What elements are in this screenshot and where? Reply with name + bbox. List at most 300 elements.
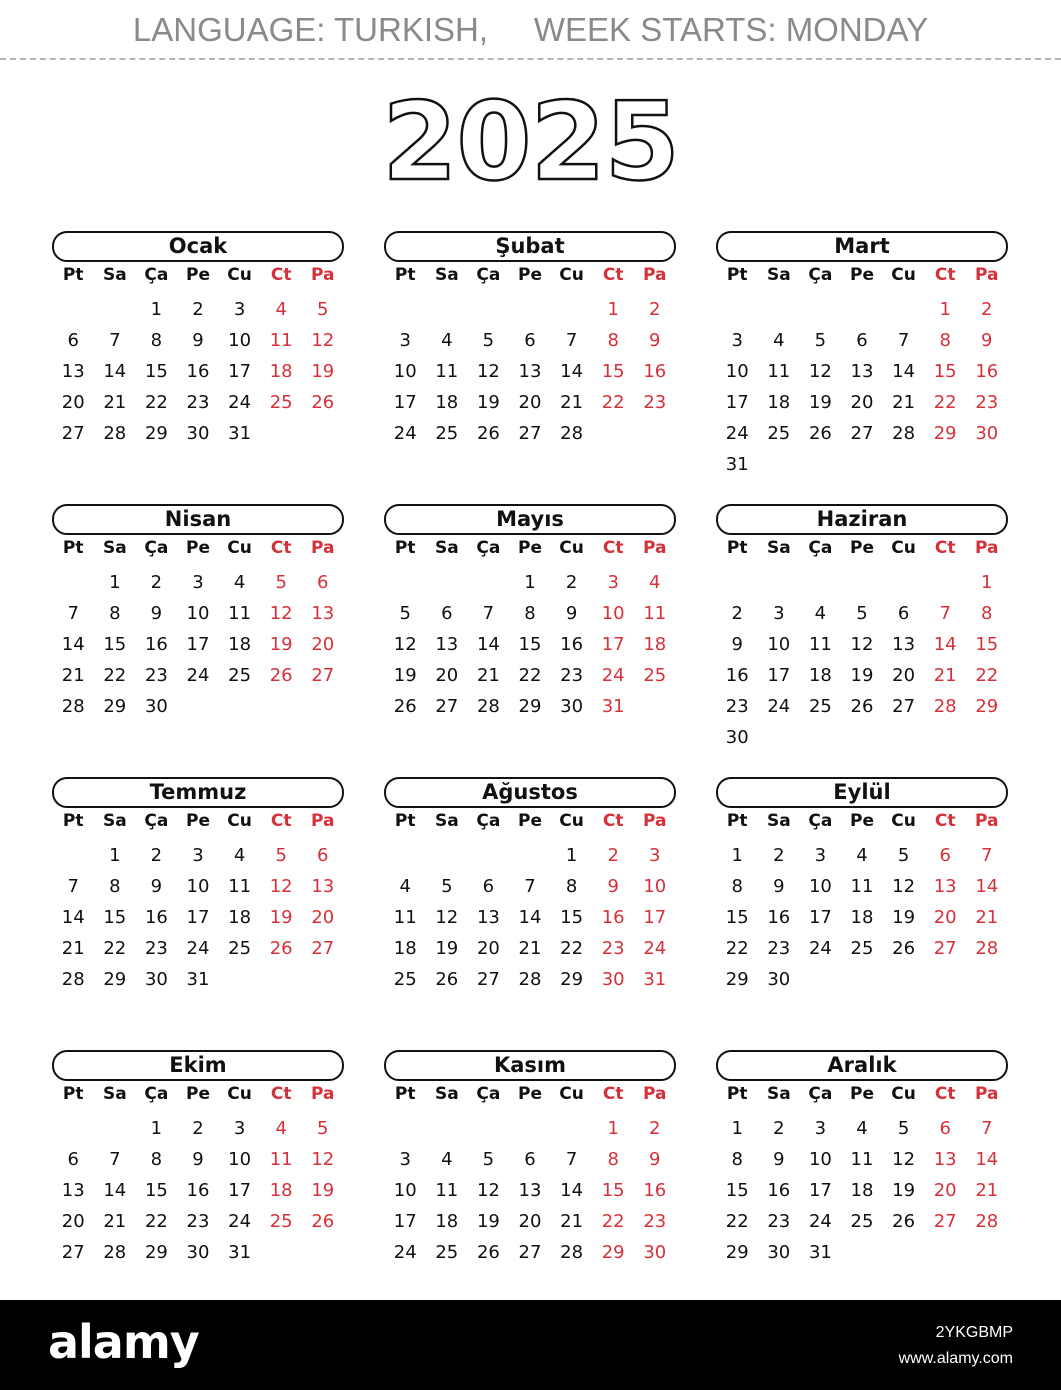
- day-cell: 23: [643, 1211, 667, 1232]
- day-cell: 23: [725, 696, 749, 717]
- day-cell: 9: [150, 876, 163, 897]
- day-cell: 10: [725, 361, 749, 382]
- day-cell: 27: [61, 423, 85, 444]
- weekday-header: Ça: [808, 265, 833, 285]
- day-cell: 18: [808, 665, 832, 686]
- day-cell: 25: [767, 423, 791, 444]
- day-cell: 14: [61, 634, 85, 655]
- day-cell: 20: [933, 907, 957, 928]
- day-cell: 18: [435, 1211, 459, 1232]
- weekday-header: Sa: [102, 811, 127, 831]
- weekday-header: Ça: [144, 538, 169, 558]
- day-cell: 17: [228, 361, 252, 382]
- day-cell: 4: [814, 603, 827, 624]
- day-cell: 17: [725, 392, 749, 413]
- day-cell: 18: [269, 361, 293, 382]
- day-cell: 18: [850, 1180, 874, 1201]
- day-cell: 1: [981, 572, 993, 593]
- day-cell: 2: [565, 572, 578, 593]
- day-cell: 13: [892, 634, 916, 655]
- day-cell: 5: [275, 845, 287, 866]
- month-grid: [384, 263, 676, 449]
- day-cell: 10: [228, 1149, 252, 1170]
- day-cell: 5: [482, 1149, 495, 1170]
- day-cell: 25: [269, 1211, 293, 1232]
- empty-cell: [52, 1113, 94, 1144]
- weekday-header: Ct: [270, 538, 292, 558]
- weekday-header: Pe: [518, 1084, 542, 1104]
- day-cell: 22: [725, 938, 749, 959]
- day-cell: 22: [601, 392, 625, 413]
- empty-cell: [924, 567, 966, 598]
- weekday-header: Pa: [643, 538, 667, 558]
- day-cell: 13: [61, 1180, 85, 1201]
- day-cell: 6: [524, 1149, 536, 1170]
- weekday-header: Ça: [808, 1084, 833, 1104]
- weekday-header: Pa: [975, 811, 999, 831]
- day-cell: 16: [643, 1180, 667, 1201]
- day-cell: 18: [850, 907, 874, 928]
- day-cell: 15: [725, 907, 749, 928]
- day-cell: 2: [773, 1118, 785, 1139]
- day-cell: 3: [607, 572, 619, 593]
- day-cell: 12: [808, 361, 832, 382]
- month-block: [52, 231, 344, 481]
- day-cell: 28: [103, 1242, 127, 1263]
- day-cell: 17: [393, 392, 417, 413]
- month-block: [384, 777, 676, 1027]
- weekday-header: Pa: [311, 538, 335, 558]
- day-cell: 22: [103, 665, 127, 686]
- day-cell: 29: [601, 1242, 625, 1263]
- empty-cell: [384, 567, 426, 598]
- day-cell: 31: [601, 696, 625, 717]
- day-cell: 14: [560, 361, 584, 382]
- weekday-header: Sa: [434, 811, 459, 831]
- day-cell: 22: [144, 392, 168, 413]
- weekday-header: Sa: [766, 1084, 791, 1104]
- weekday-header: Pa: [643, 265, 667, 285]
- day-cell: 26: [808, 423, 832, 444]
- day-cell: 4: [441, 1149, 453, 1170]
- day-cell: 6: [317, 572, 329, 593]
- day-cell: 13: [518, 361, 542, 382]
- day-cell: 4: [856, 1118, 868, 1139]
- year-title: 2025: [382, 80, 679, 205]
- day-cell: 5: [275, 572, 287, 593]
- weekday-header: Pe: [186, 538, 210, 558]
- day-cell: 11: [850, 1149, 874, 1170]
- weekday-header: Cu: [559, 811, 584, 831]
- month-title: Mayıs: [384, 504, 676, 535]
- day-cell: 4: [275, 1118, 287, 1139]
- day-cell: 15: [518, 634, 542, 655]
- day-cell: 5: [441, 876, 453, 897]
- weekday-header: Cu: [891, 1084, 916, 1104]
- day-cell: 30: [601, 969, 625, 990]
- day-cell: 8: [939, 330, 951, 351]
- empty-cell: [468, 567, 510, 598]
- day-cell: 22: [144, 1211, 168, 1232]
- day-cell: 11: [393, 907, 417, 928]
- day-cell: 3: [192, 845, 204, 866]
- empty-cell: [426, 294, 468, 325]
- day-cell: 19: [311, 361, 335, 382]
- day-cell: 30: [643, 1242, 667, 1263]
- day-cell: 4: [441, 330, 453, 351]
- day-cell: 20: [476, 938, 500, 959]
- day-cell: 7: [939, 603, 951, 624]
- day-cell: 11: [435, 1180, 459, 1201]
- weekday-header: Pe: [850, 538, 874, 558]
- weekday-header: Pt: [62, 265, 84, 285]
- weekday-header: Sa: [434, 265, 459, 285]
- day-cell: 2: [981, 299, 993, 320]
- day-cell: 7: [524, 876, 536, 897]
- day-cell: 9: [150, 603, 163, 624]
- day-cell: 21: [61, 665, 85, 686]
- day-cell: 28: [892, 423, 916, 444]
- day-cell: 17: [228, 1180, 252, 1201]
- empty-cell: [758, 567, 800, 598]
- weekday-header: Pt: [726, 811, 748, 831]
- weekday-header: Ça: [808, 811, 833, 831]
- empty-cell: [551, 294, 593, 325]
- language-label: LANGUAGE: TURKISH,: [132, 11, 489, 48]
- day-cell: 2: [192, 1118, 204, 1139]
- day-cell: 3: [731, 330, 743, 351]
- day-cell: 1: [939, 299, 951, 320]
- day-cell: 3: [399, 1149, 411, 1170]
- weekday-header: Sa: [766, 265, 791, 285]
- day-cell: 1: [565, 845, 578, 866]
- day-cell: 14: [476, 634, 500, 655]
- month-grid: [716, 263, 1008, 480]
- day-cell: 10: [643, 876, 667, 897]
- day-cell: 11: [767, 361, 791, 382]
- empty-cell: [551, 1113, 593, 1144]
- day-cell: 5: [399, 603, 411, 624]
- weekday-header: Ct: [934, 811, 956, 831]
- day-cell: 13: [476, 907, 500, 928]
- day-cell: 9: [981, 330, 993, 351]
- day-cell: 29: [144, 1242, 168, 1263]
- weekday-header: Sa: [102, 1084, 127, 1104]
- empty-cell: [468, 840, 510, 871]
- weekday-header: Pe: [518, 538, 542, 558]
- weekday-header: Ça: [476, 538, 501, 558]
- day-cell: 11: [269, 330, 293, 351]
- day-cell: 8: [607, 330, 619, 351]
- day-cell: 16: [144, 907, 168, 928]
- weekday-header: Ct: [602, 265, 624, 285]
- day-cell: 19: [850, 665, 874, 686]
- day-cell: 27: [311, 665, 335, 686]
- day-cell: 10: [186, 876, 210, 897]
- day-cell: 19: [892, 1180, 916, 1201]
- day-cell: 6: [939, 845, 951, 866]
- empty-cell: [426, 1113, 468, 1144]
- day-cell: 8: [981, 603, 993, 624]
- day-cell: 12: [850, 634, 874, 655]
- day-cell: 7: [981, 1118, 993, 1139]
- weekday-header: Pe: [186, 1084, 210, 1104]
- day-cell: 12: [476, 361, 500, 382]
- weekday-header: Pe: [186, 265, 210, 285]
- day-cell: 14: [103, 361, 127, 382]
- empty-cell: [758, 294, 800, 325]
- day-cell: 25: [393, 969, 417, 990]
- day-cell: 26: [850, 696, 874, 717]
- day-cell: 11: [269, 1149, 293, 1170]
- day-cell: 25: [643, 665, 667, 686]
- weekday-header: Sa: [766, 811, 791, 831]
- weekday-header: Ct: [602, 538, 624, 558]
- day-cell: 21: [103, 392, 127, 413]
- month-title: Şubat: [384, 231, 676, 262]
- month-grid: [52, 809, 344, 995]
- month-grid: [384, 1082, 676, 1268]
- day-cell: 18: [269, 1180, 293, 1201]
- weekday-header: Pt: [394, 265, 416, 285]
- day-cell: 20: [518, 392, 542, 413]
- day-cell: 1: [150, 299, 163, 320]
- day-cell: 11: [850, 876, 874, 897]
- day-cell: 12: [311, 1149, 335, 1170]
- day-cell: 4: [233, 845, 246, 866]
- day-cell: 16: [186, 1180, 210, 1201]
- weekday-header: Ct: [270, 1084, 292, 1104]
- day-cell: 30: [725, 727, 749, 748]
- day-cell: 17: [186, 907, 210, 928]
- day-cell: 4: [233, 572, 246, 593]
- weekday-header: Cu: [891, 811, 916, 831]
- day-cell: 12: [476, 1180, 500, 1201]
- day-cell: 24: [725, 423, 749, 444]
- dashed-divider: [0, 58, 1061, 60]
- day-cell: 19: [892, 907, 916, 928]
- weekday-header: Pa: [975, 1084, 999, 1104]
- day-cell: 12: [892, 876, 916, 897]
- day-cell: 17: [808, 1180, 832, 1201]
- alamy-logo: alamy: [48, 1315, 199, 1369]
- day-cell: 15: [933, 361, 957, 382]
- weekday-header: Pa: [311, 265, 335, 285]
- day-cell: 31: [228, 1242, 252, 1263]
- day-cell: 19: [311, 1180, 335, 1201]
- day-cell: 27: [892, 696, 916, 717]
- weekday-header: Ct: [602, 811, 624, 831]
- empty-cell: [841, 567, 883, 598]
- day-cell: 28: [103, 423, 127, 444]
- day-cell: 12: [892, 1149, 916, 1170]
- weekday-header: Pt: [394, 811, 416, 831]
- day-cell: 3: [773, 603, 785, 624]
- day-cell: 25: [435, 423, 459, 444]
- day-cell: 30: [975, 423, 999, 444]
- day-cell: 26: [269, 938, 293, 959]
- month-block: [384, 1050, 676, 1300]
- day-cell: 25: [269, 392, 293, 413]
- weekday-header: Pe: [850, 1084, 874, 1104]
- day-cell: 10: [808, 876, 832, 897]
- day-cell: 29: [933, 423, 957, 444]
- day-cell: 6: [897, 603, 910, 624]
- day-cell: 7: [67, 603, 79, 624]
- empty-cell: [509, 294, 551, 325]
- weekday-header: Pe: [518, 811, 542, 831]
- day-cell: 19: [476, 1211, 500, 1232]
- day-cell: 30: [186, 423, 210, 444]
- day-cell: 8: [731, 1149, 743, 1170]
- day-cell: 8: [731, 876, 743, 897]
- day-cell: 3: [233, 299, 246, 320]
- day-cell: 10: [186, 603, 210, 624]
- day-cell: 10: [393, 1180, 417, 1201]
- weekday-header: Pe: [186, 811, 210, 831]
- day-cell: 28: [975, 938, 999, 959]
- empty-cell: [800, 567, 842, 598]
- weekday-header: Cu: [559, 265, 584, 285]
- day-cell: 5: [897, 845, 910, 866]
- day-cell: 15: [144, 1180, 168, 1201]
- day-cell: 8: [150, 330, 163, 351]
- day-cell: 26: [892, 1211, 916, 1232]
- month-grid: [52, 1082, 344, 1268]
- day-cell: 13: [850, 361, 874, 382]
- day-cell: 12: [269, 876, 293, 897]
- day-cell: 12: [311, 330, 335, 351]
- day-cell: 9: [565, 603, 578, 624]
- day-cell: 12: [435, 907, 459, 928]
- empty-cell: [384, 840, 426, 871]
- month-block: [52, 1050, 344, 1300]
- day-cell: 29: [518, 696, 542, 717]
- day-cell: 15: [601, 361, 625, 382]
- day-cell: 27: [518, 1242, 542, 1263]
- day-cell: 10: [601, 603, 625, 624]
- day-cell: 23: [767, 938, 791, 959]
- weekday-header: Pa: [643, 1084, 667, 1104]
- day-cell: 7: [482, 603, 495, 624]
- day-cell: 4: [856, 845, 868, 866]
- day-cell: 30: [767, 969, 791, 990]
- day-cell: 24: [228, 392, 252, 413]
- weekday-header: Pa: [311, 1084, 335, 1104]
- day-cell: 8: [109, 603, 121, 624]
- month-block: [384, 504, 676, 754]
- day-cell: 2: [150, 572, 163, 593]
- day-cell: 6: [482, 876, 495, 897]
- day-cell: 23: [601, 938, 625, 959]
- calendar-settings-header: [0, 0, 1061, 60]
- day-cell: 16: [144, 634, 168, 655]
- day-cell: 18: [228, 634, 252, 655]
- day-cell: 16: [186, 361, 210, 382]
- day-cell: 29: [560, 969, 584, 990]
- day-cell: 24: [808, 1211, 832, 1232]
- day-cell: 28: [560, 1242, 584, 1263]
- day-cell: 1: [109, 572, 121, 593]
- day-cell: 14: [518, 907, 542, 928]
- month-title: Aralık: [716, 1050, 1008, 1081]
- empty-cell: [426, 840, 468, 871]
- day-cell: 5: [814, 330, 827, 351]
- month-grid: [716, 536, 1008, 753]
- day-cell: 20: [311, 634, 335, 655]
- day-cell: 11: [435, 361, 459, 382]
- day-cell: 24: [767, 696, 791, 717]
- day-cell: 15: [975, 634, 999, 655]
- day-cell: 19: [435, 938, 459, 959]
- day-cell: 14: [933, 634, 957, 655]
- day-cell: 3: [814, 845, 827, 866]
- day-cell: 17: [186, 634, 210, 655]
- weekday-header: Sa: [434, 538, 459, 558]
- day-cell: 18: [435, 392, 459, 413]
- day-cell: 4: [773, 330, 785, 351]
- day-cell: 16: [767, 907, 791, 928]
- day-cell: 30: [186, 1242, 210, 1263]
- day-cell: 18: [767, 392, 791, 413]
- day-cell: 21: [560, 392, 584, 413]
- day-cell: 30: [144, 969, 168, 990]
- day-cell: 30: [767, 1242, 791, 1263]
- day-cell: 28: [518, 969, 542, 990]
- day-cell: 20: [311, 907, 335, 928]
- day-cell: 21: [61, 938, 85, 959]
- day-cell: 26: [476, 423, 500, 444]
- day-cell: 9: [192, 330, 204, 351]
- day-cell: 7: [565, 330, 578, 351]
- weekday-header: Pt: [62, 1084, 84, 1104]
- day-cell: 22: [560, 938, 584, 959]
- day-cell: 10: [393, 361, 417, 382]
- day-cell: 27: [61, 1242, 85, 1263]
- empty-cell: [716, 567, 758, 598]
- day-cell: 16: [643, 361, 667, 382]
- day-cell: 29: [725, 1242, 749, 1263]
- day-cell: 20: [61, 392, 85, 413]
- day-cell: 25: [850, 938, 874, 959]
- day-cell: 21: [933, 665, 957, 686]
- day-cell: 27: [476, 969, 500, 990]
- day-cell: 3: [649, 845, 661, 866]
- day-cell: 28: [560, 423, 584, 444]
- day-cell: 17: [643, 907, 667, 928]
- day-cell: 20: [435, 665, 459, 686]
- weekday-header: Pt: [726, 538, 748, 558]
- day-cell: 5: [482, 330, 495, 351]
- weekday-header: Cu: [559, 538, 584, 558]
- day-cell: 8: [109, 876, 121, 897]
- weekday-header: Ct: [934, 538, 956, 558]
- day-cell: 15: [560, 907, 584, 928]
- day-cell: 18: [228, 907, 252, 928]
- weekday-header: Ct: [270, 265, 292, 285]
- day-cell: 12: [269, 603, 293, 624]
- day-cell: 14: [975, 1149, 999, 1170]
- month-title: Haziran: [716, 504, 1008, 535]
- month-grid: [52, 536, 344, 722]
- day-cell: 11: [228, 876, 252, 897]
- day-cell: 13: [933, 876, 957, 897]
- day-cell: 5: [897, 1118, 910, 1139]
- day-cell: 19: [808, 392, 832, 413]
- day-cell: 1: [524, 572, 536, 593]
- day-cell: 2: [192, 299, 204, 320]
- day-cell: 25: [228, 665, 252, 686]
